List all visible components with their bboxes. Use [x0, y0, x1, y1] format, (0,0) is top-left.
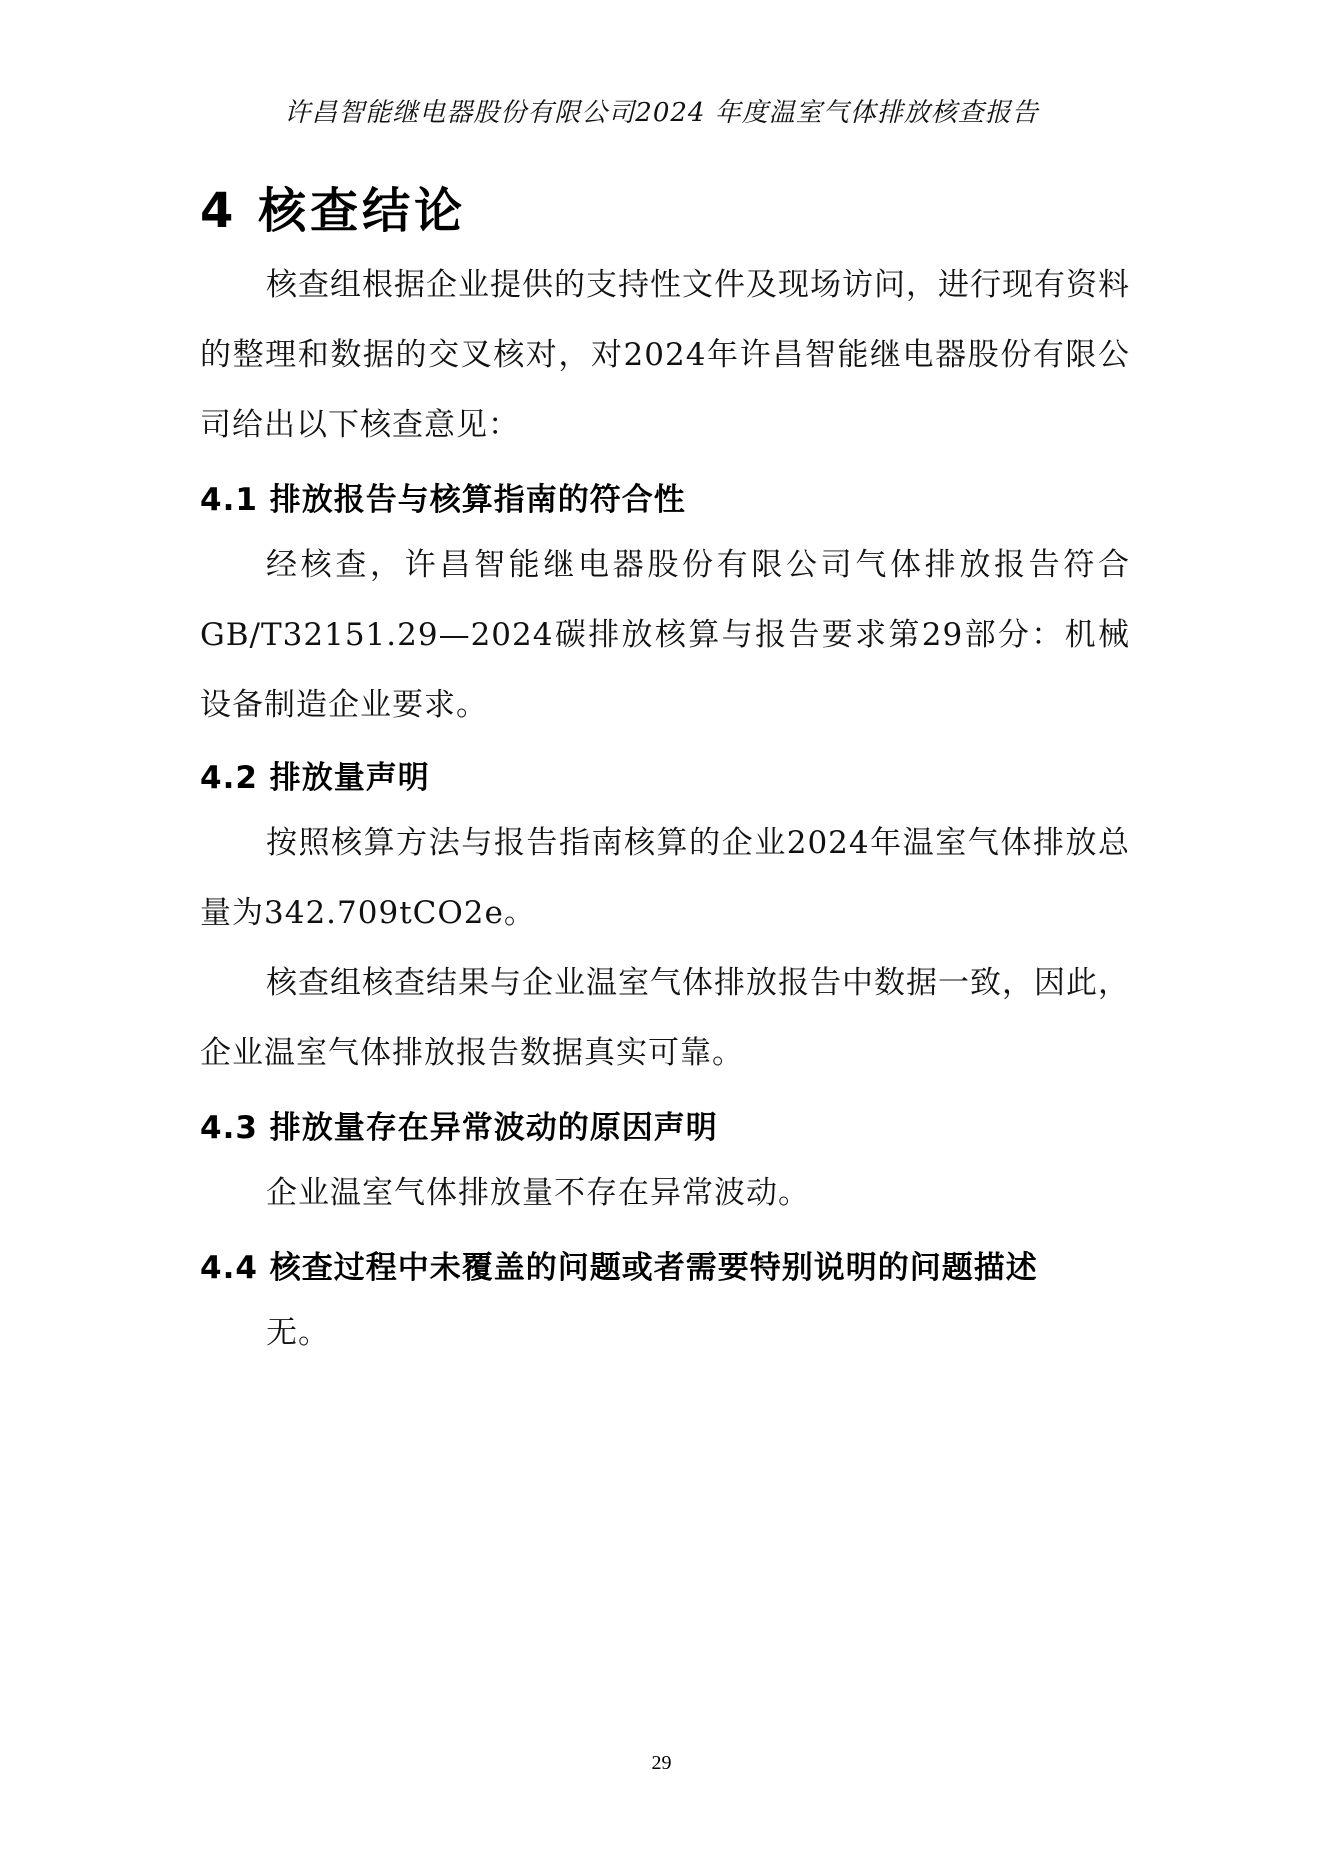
section-title-4-4: 4.4 核查过程中未覆盖的问题或者需要特别说明的问题描述 [200, 1250, 1038, 1286]
section-4-2-paragraph-2: 核查组核查结果与企业温室气体排放报告中数据一致，因此，企业温室气体排放报告数据真实可靠。 [200, 965, 1130, 1071]
section-title-4-1: 4.1 排放报告与核算指南的符合性 [200, 482, 686, 518]
section-4-3-paragraph: 企业温室气体排放量不存在异常波动。 [266, 1175, 810, 1211]
section-4-2-paragraph-1: 按照核算方法与报告指南核算的企业2024年温室气体排放总量为342.709tCO2e。 [200, 825, 1130, 931]
chapter-title: 4 核查结论 [200, 183, 467, 239]
chapter-intro-paragraph: 核查组根据企业提供的支持性文件及现场访问，进行现有资料的整理和数据的交叉核对，对2024年许昌智能继电器股份有限公司给出以下核查意见： [200, 267, 1130, 443]
running-header: 许昌智能继电器股份有限公司2024 年度温室气体排放核查报告 [284, 98, 1039, 128]
page-number: 29 [651, 1752, 672, 1774]
section-4-4-paragraph: 无。 [266, 1315, 330, 1351]
section-4-1-paragraph: 经核查，许昌智能继电器股份有限公司气体排放报告符合GB/T32151.29—2024碳排放核算与报告要求第29部分：机械设备制造企业要求。 [200, 547, 1130, 723]
section-title-4-2: 4.2 排放量声明 [200, 760, 430, 796]
section-title-4-3: 4.3 排放量存在异常波动的原因声明 [200, 1110, 718, 1146]
